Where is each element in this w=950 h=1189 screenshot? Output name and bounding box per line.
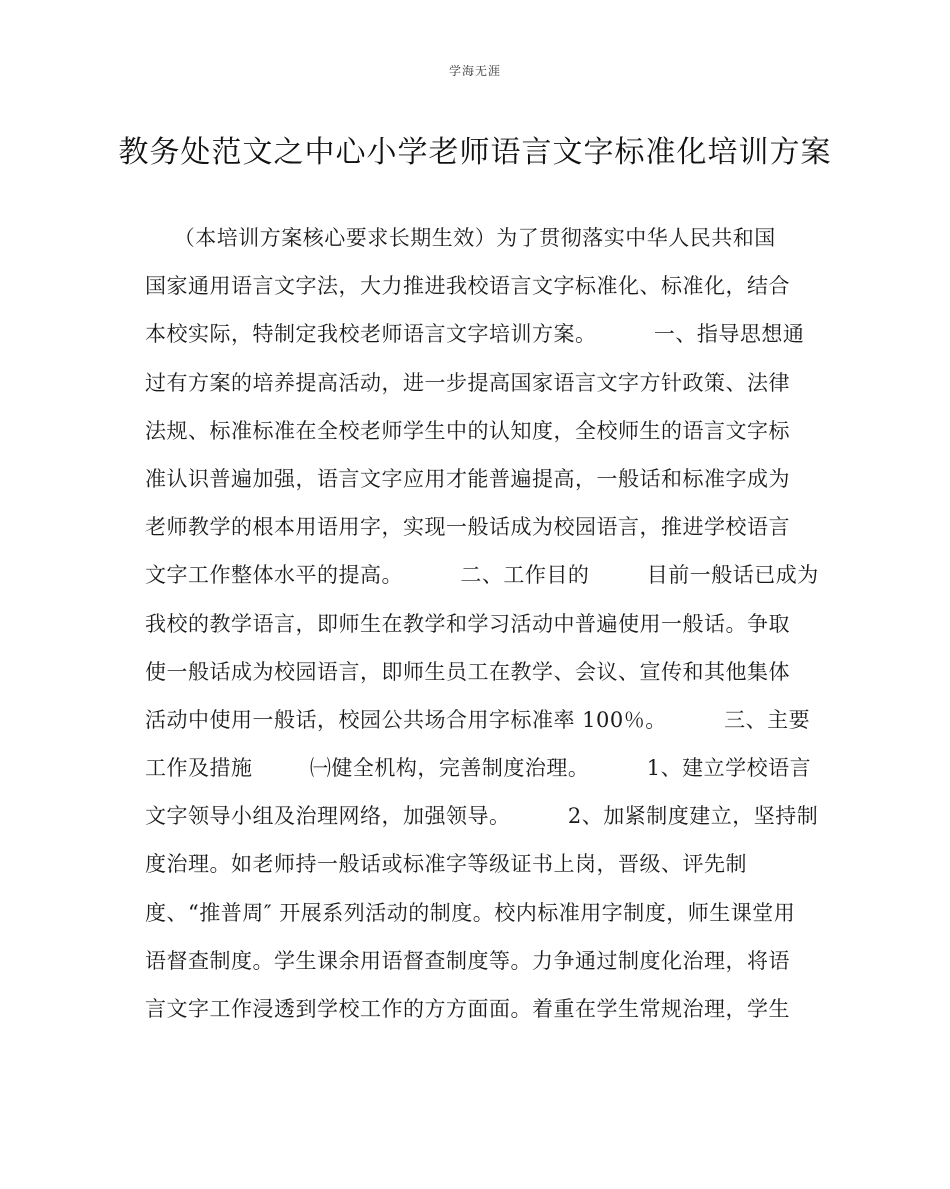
body-line: 言文字工作浸透到学校工作的方方面面。着重在学生常规治理，学生 bbox=[145, 997, 790, 1021]
document-body bbox=[145, 214, 819, 1033]
body-line: 度治理。如老师持一般话或标准字等级证书上岗，晋级、评先制 bbox=[145, 852, 747, 877]
body-line: 活动中使用一般话，校园公共场合用字标准率 100％。 三、主要 bbox=[145, 707, 811, 732]
body-line: 使一般话成为校园语言，即师生员工在教学、会议、宣传和其他集体 bbox=[145, 659, 790, 684]
body-line: 语督查制度。学生课余用语督查制度等。力争通过制度化治理，将语 bbox=[145, 948, 790, 973]
body-line: 老师教学的根本用语用字，实现一般话成为校园语言，推进学校语言 bbox=[145, 515, 790, 540]
body-line: 我校的教学语言，即师生在教学和学习活动中普遍使用一般话。争取 bbox=[145, 611, 790, 636]
document-title: 教务处范文之中心小学老师语言文字标准化培训方案 bbox=[118, 135, 832, 170]
page-header: 学海无涯 bbox=[448, 64, 501, 78]
body-line: 工作及措施 ㈠健全机构，完善制度治理。 1、建立学校语言 bbox=[145, 756, 812, 781]
body-line: 准认识普遍加强，语言文字应用才能普遍提高，一般话和标准字成为 bbox=[145, 466, 790, 491]
body-line: 度、“推普周″ 开展系列活动的制度。校内标准用字制度，师生课堂用 bbox=[145, 900, 796, 925]
body-line: 过有方案的培养提高活动，进一步提高国家语言文字方针政策、法律 bbox=[145, 370, 790, 395]
body-line: 国家通用语言文字法，大力推进我校语言文字标准化、标准化，结合 bbox=[145, 274, 790, 299]
body-line: 文字领导小组及治理网络，加强领导。 2、加紧制度建立，坚持制 bbox=[145, 804, 819, 829]
body-line: 文字工作整体水平的提高。 二、工作目的 目前一般话已成为 bbox=[145, 563, 819, 588]
body-line: 法规、标准标准在全校老师学生中的认知度，全校师生的语言文字标 bbox=[145, 418, 790, 443]
body-line: 本校实际，特制定我校老师语言文字培训方案。 一、指导思想通 bbox=[145, 322, 805, 347]
body-line: （本培训方案核心要求长期生效）为了贯彻落实中华人民共和国 bbox=[145, 226, 776, 250]
